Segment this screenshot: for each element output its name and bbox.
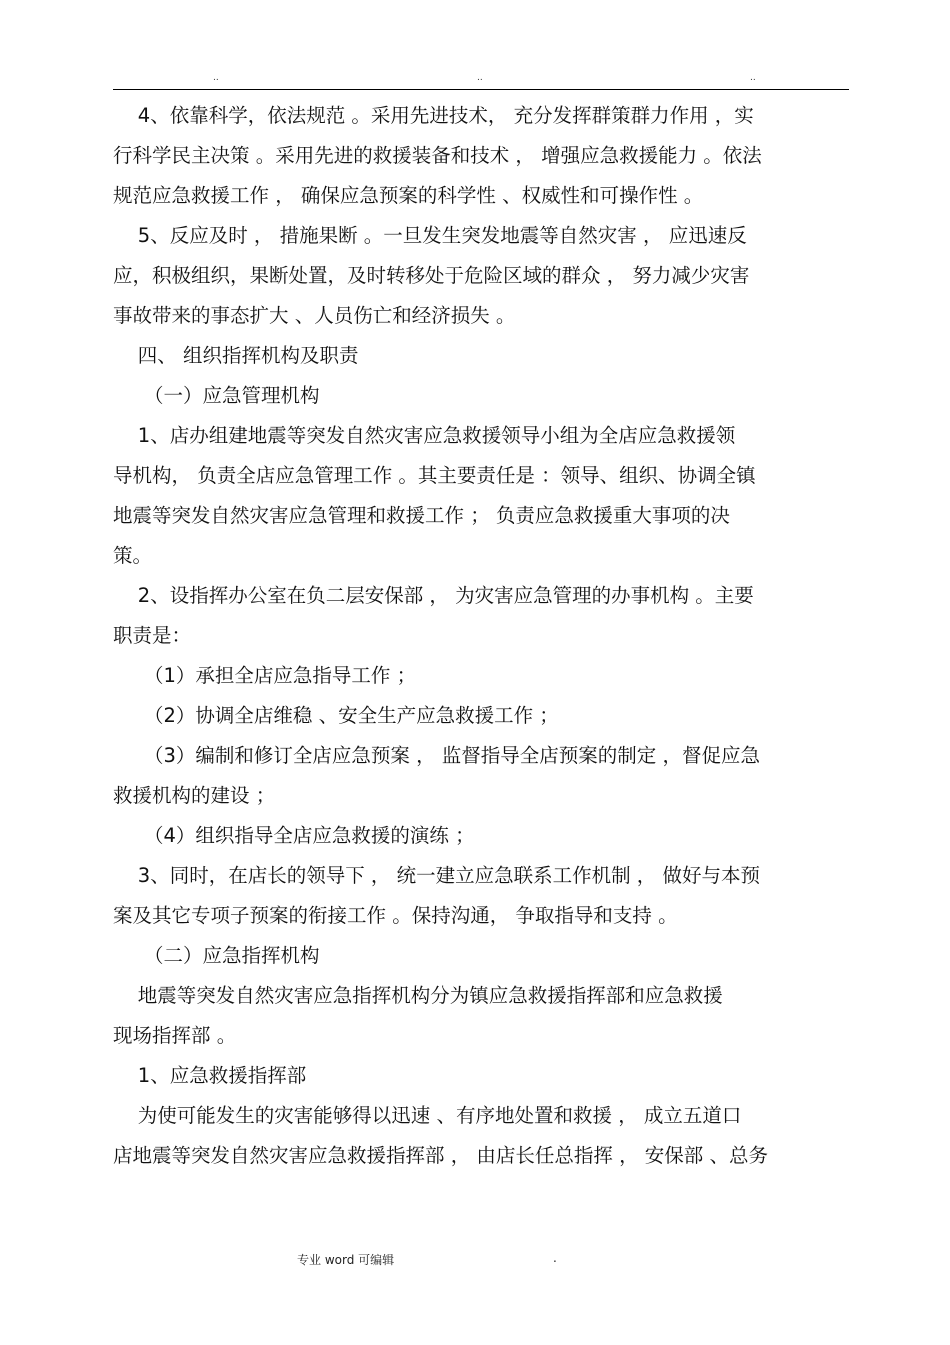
text-line: 行科学民主决策 。采用先进的救援装备和技术 ， 增强应急救援能力 。依法 — [113, 144, 762, 167]
text-line: 地震等突发自然灾害应急指挥机构分为镇应急救援指挥部和应急救援 — [113, 984, 723, 1007]
header-rule — [113, 89, 849, 90]
text-line: 店地震等突发自然灾害应急救援指挥部 ， 由店长任总指挥 ， 安保部 、总务 — [113, 1144, 768, 1167]
text-line: 地震等突发自然灾害应急管理和救援工作 ； 负责应急救援重大事项的决 — [113, 504, 730, 527]
header-dot-left: .. — [213, 73, 219, 83]
text-line: 4、依靠科学，依法规范 。采用先进技术， 充分发挥群策群力作用 ，实 — [113, 104, 754, 127]
text-line: 策。 — [113, 544, 153, 567]
header-dot-center: .. — [477, 73, 483, 83]
footer-dot: . — [553, 1251, 557, 1265]
text-line: 1、店办组建地震等突发自然灾害应急救援领导小组为全店应急救援领 — [113, 424, 736, 447]
text-line: 导机构， 负责全店应急管理工作 。其主要责任是 ：领导、组织、协调全镇 — [113, 464, 756, 487]
text-line: 事故带来的事态扩大 、人员伤亡和经济损失 。 — [113, 304, 516, 327]
text-line: 现场指挥部 。 — [113, 1024, 237, 1047]
text-line: 职责是： — [113, 624, 192, 647]
text-line: （3）编制和修订全店应急预案 ， 监督指导全店预案的制定 ，督促应急 — [113, 744, 760, 767]
text-line: （1）承担全店应急指导工作 ； — [113, 664, 417, 687]
text-line: 救援机构的建设 ； — [113, 784, 276, 807]
text-line: （二）应急指挥机构 — [113, 944, 320, 967]
text-line: 3、同时，在店长的领导下 ， 统一建立应急联系工作机制 ， 做好与本预 — [113, 864, 760, 887]
document-body — [113, 96, 849, 1176]
footer-note: 专业 word 可编辑 — [297, 1253, 395, 1267]
text-line: 规范应急救援工作 ， 确保应急预案的科学性 、权威性和可操作性 。 — [113, 184, 704, 207]
text-line: 1、应急救援指挥部 — [113, 1064, 307, 1087]
text-line: 2、设指挥办公室在负二层安保部 ， 为灾害应急管理的办事机构 。主要 — [113, 584, 754, 607]
text-line: （2）协调全店维稳 、安全生产应急救援工作 ； — [113, 704, 559, 727]
text-line: 5、反应及时 ， 措施果断 。一旦发生突发地震等自然灾害 ， 应迅速反 — [113, 224, 747, 247]
header-dot-right: .. — [750, 73, 756, 83]
text-line: （4）组织指导全店应急救援的演练 ； — [113, 824, 475, 847]
text-line: 四、 组织指挥机构及职责 — [113, 344, 359, 367]
text-line: 为使可能发生的灾害能够得以迅速 、有序地处置和救援 ， 成立五道口 — [113, 1104, 742, 1127]
text-line: 应，积极组织，果断处置，及时转移处于危险区域的群众 ， 努力减少灾害 — [113, 264, 750, 287]
text-line: （一）应急管理机构 — [113, 384, 320, 407]
text-line: 案及其它专项子预案的衔接工作 。保持沟通， 争取指导和支持 。 — [113, 904, 678, 927]
page-header-dots — [0, 74, 950, 86]
